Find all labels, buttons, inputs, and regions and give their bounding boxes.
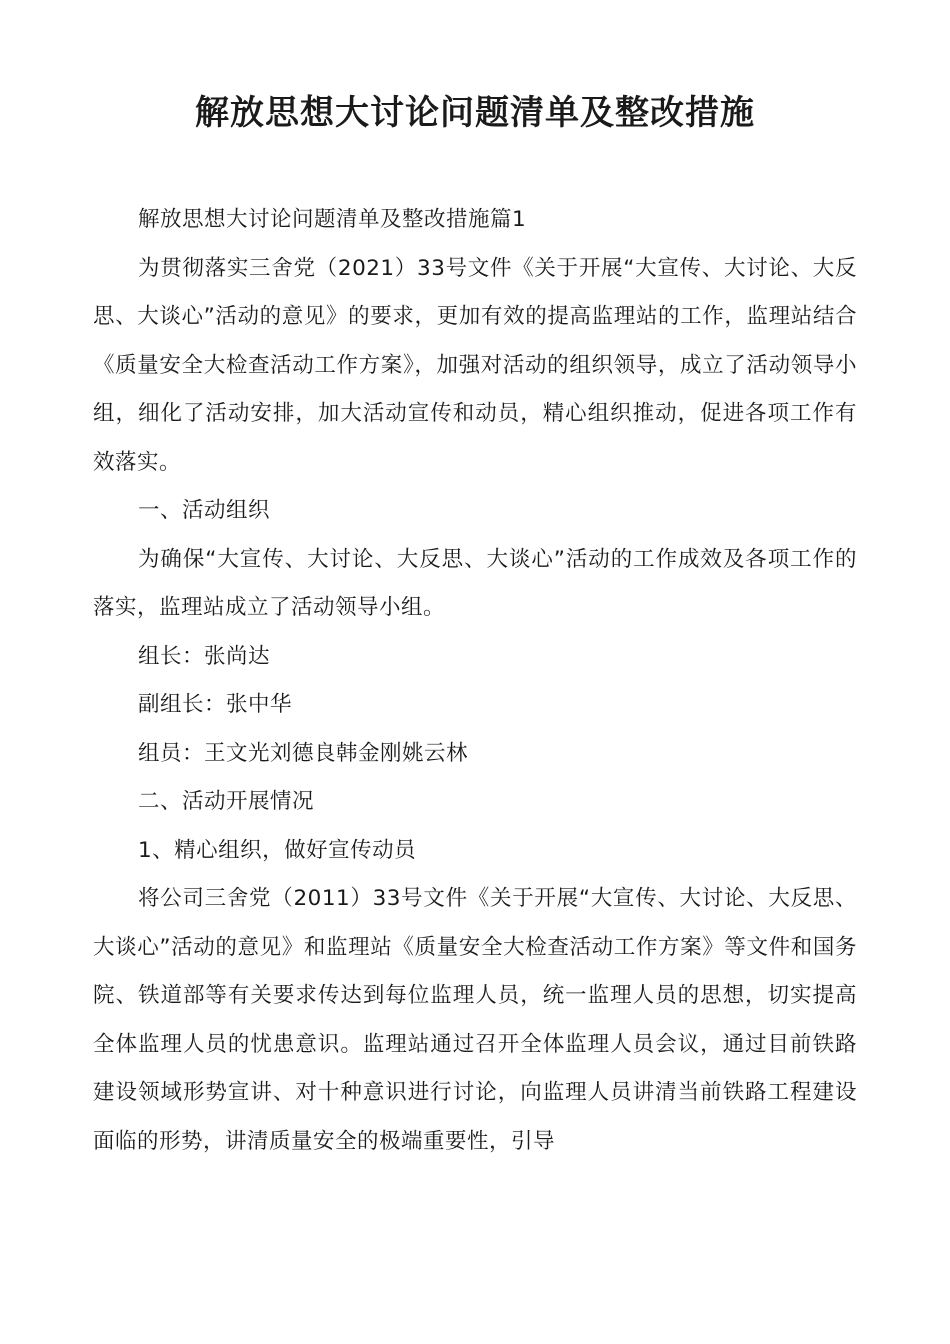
leader-line: 组长：张尚达 [138, 643, 271, 669]
document-title: 解放思想大讨论问题清单及整改措施 [195, 93, 755, 133]
subsection-heading: 1、精心组织，做好宣传动员 [138, 837, 417, 863]
body-paragraph: 将公司三舍党（2011）33号文件《关于开展“大宣传、大讨论、大反思、大谈心”活动的意见》和监理站《质量安全大检查活动工作方案》等文件和国务院、铁道部等有关要求传达到每位监理人员，统一监理人员的思想，切实提高全体监理人员的忧患意识。监理站通过召开全体监理人员会议，通过目前铁路建设领域形势宣讲、对十种意识进行讨论，向监理人员讲清当前铁路工程建设面临的形势，讲清质量安全的极端重要性，引导 [93, 886, 857, 1154]
section-heading: 二、活动开展情况 [138, 789, 315, 814]
body-paragraph: 为确保“大宣传、大讨论、大反思、大谈心”活动的工作成效及各项工作的落实，监理站成立了活动领导小组。 [93, 546, 857, 620]
deputy-leader-line: 副组长：张中华 [138, 692, 293, 717]
document-body [93, 196, 857, 1166]
intro-paragraph: 为贯彻落实三舍党（2021）33号文件《关于开展“大宣传、大讨论、大反思、大谈心”活动的意见》的要求，更加有效的提高监理站的工作，监理站结合《质量安全大检查活动工作方案》，加强对活动的组织领导，成立了活动领导小组，细化了活动安排，加大活动宣传和动员，精心组织推动，促进各项工作有效落实。 [93, 255, 857, 475]
section-heading: 解放思想大讨论问题清单及整改措施篇1 [138, 207, 527, 232]
section-heading: 一、活动组织 [138, 498, 271, 523]
members-line: 组员：王文光刘德良韩金刚姚云林 [138, 740, 469, 766]
